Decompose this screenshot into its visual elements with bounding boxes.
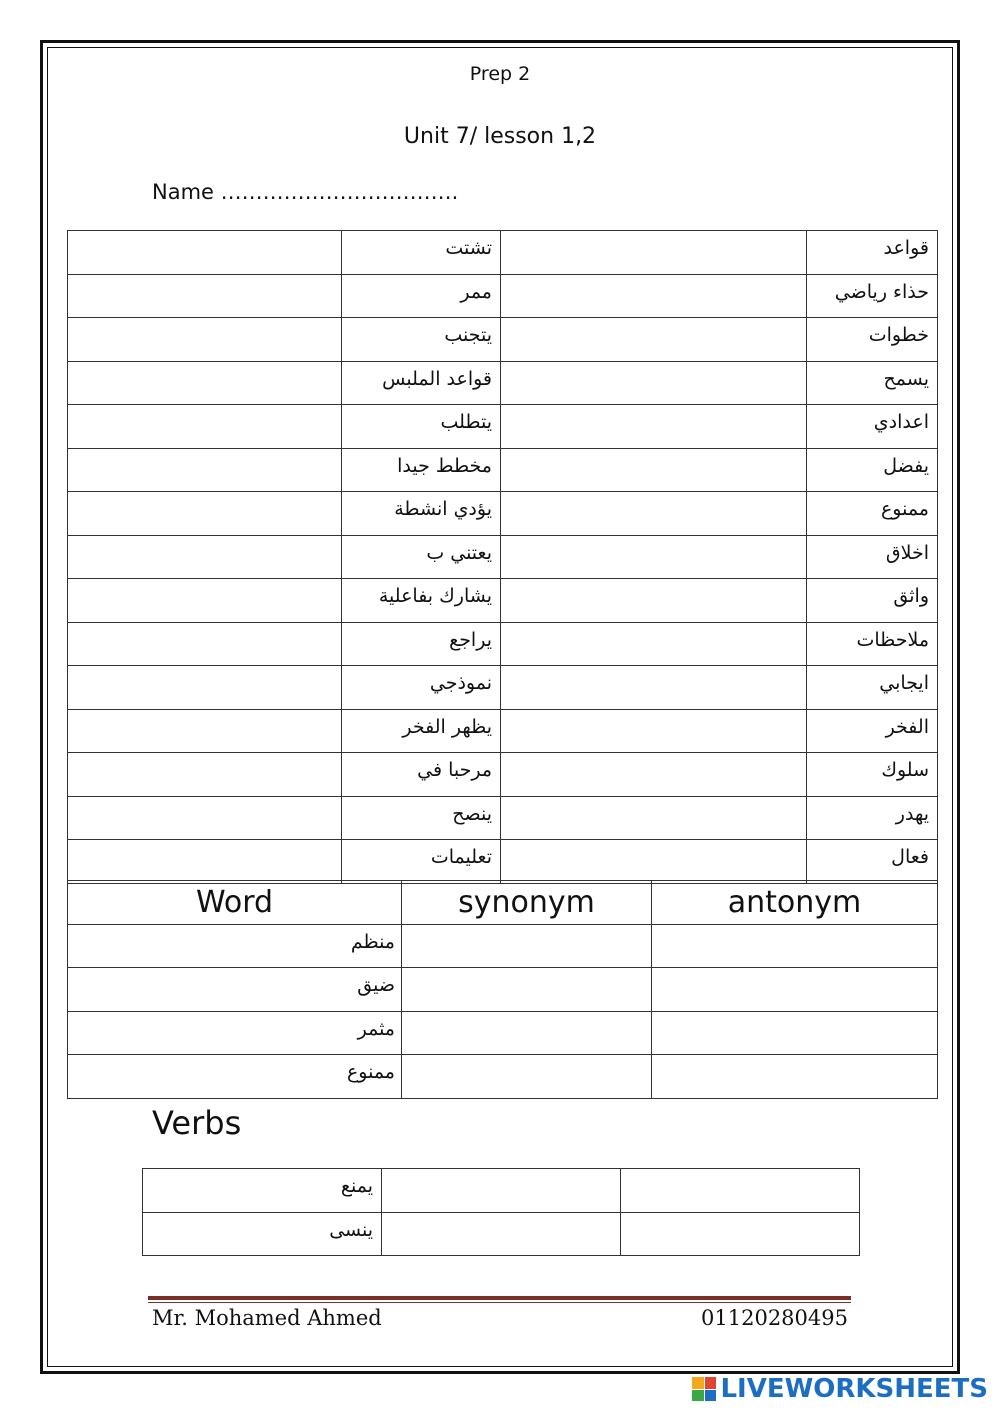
synonym-answer-cell[interactable] (402, 1055, 652, 1099)
answer-cell[interactable] (501, 579, 807, 623)
vocab-word-left: حذاء رياضي (807, 274, 938, 318)
answer-cell[interactable] (501, 231, 807, 275)
vocab-word-left: واثق (807, 579, 938, 623)
answer-cell[interactable] (501, 840, 807, 884)
vocab-word-left: يسمح (807, 361, 938, 405)
teacher-phone: 01120280495 (701, 1306, 848, 1330)
table-row (143, 1212, 860, 1256)
verb-cell: يمنع (143, 1169, 382, 1213)
table-row (68, 622, 938, 666)
table-row (68, 753, 938, 797)
vocab-word-left: الفخر (807, 709, 938, 753)
verb-answer-cell[interactable] (382, 1212, 621, 1256)
table-row (68, 1011, 938, 1055)
answer-cell[interactable] (501, 709, 807, 753)
word-cell: ضيق (68, 968, 402, 1012)
antonym-answer-cell[interactable] (652, 1055, 938, 1099)
answer-cell[interactable] (501, 361, 807, 405)
vocab-word-right: قواعد الملبس (342, 361, 501, 405)
footer-rule (148, 1296, 851, 1300)
answer-cell[interactable] (68, 231, 342, 275)
vocab-word-right: مرحبا في (342, 753, 501, 797)
vocab-word-left: خطوات (807, 318, 938, 362)
liveworksheets-icon (692, 1377, 716, 1401)
answer-cell[interactable] (68, 405, 342, 449)
liveworksheets-text: LIVEWORKSHEETS (720, 1374, 988, 1404)
antonym-answer-cell[interactable] (652, 968, 938, 1012)
vocab-word-left: اخلاق (807, 535, 938, 579)
answer-cell[interactable] (501, 318, 807, 362)
answer-cell[interactable] (68, 448, 342, 492)
word-cell: مثمر (68, 1011, 402, 1055)
answer-cell[interactable] (501, 535, 807, 579)
table-row (68, 666, 938, 710)
vocab-word-right: يعتني ب (342, 535, 501, 579)
table-row (68, 492, 938, 536)
vocab-word-right: تعليمات (342, 840, 501, 884)
table-header-row (68, 881, 938, 925)
teacher-name: Mr. Mohamed Ahmed (152, 1306, 382, 1330)
unit-title: Unit 7/ lesson 1,2 (403, 124, 597, 149)
vocab-word-left: سلوك (807, 753, 938, 797)
table-row (68, 709, 938, 753)
vocab-word-left: يهدر (807, 796, 938, 840)
synonym-answer-cell[interactable] (402, 968, 652, 1012)
table-row (68, 796, 938, 840)
table-row (68, 1055, 938, 1099)
vocab-word-right: يتطلب (342, 405, 501, 449)
vocab-word-right: ينصح (342, 796, 501, 840)
vocab-word-right: ممر (342, 274, 501, 318)
vocab-word-right: نموذجي (342, 666, 501, 710)
answer-cell[interactable] (68, 666, 342, 710)
answer-cell[interactable] (501, 492, 807, 536)
vocab-word-right: يؤدي انشطة (342, 492, 501, 536)
vocab-word-left: فعال (807, 840, 938, 884)
answer-cell[interactable] (68, 274, 342, 318)
word-cell: ممنوع (68, 1055, 402, 1099)
answer-cell[interactable] (68, 622, 342, 666)
word-cell: منظم (68, 924, 402, 968)
vocab-word-right: يشارك بفاعلية (342, 579, 501, 623)
vocab-word-right: تشتت (342, 231, 501, 275)
vocab-word-right: يتجنب (342, 318, 501, 362)
answer-cell[interactable] (68, 796, 342, 840)
footer-rule-thin (148, 1302, 851, 1303)
table-row (68, 448, 938, 492)
verb-answer-cell[interactable] (382, 1169, 621, 1213)
table-row (68, 361, 938, 405)
table-row (68, 405, 938, 449)
antonym-answer-cell[interactable] (652, 1011, 938, 1055)
verb-answer-cell[interactable] (621, 1169, 860, 1213)
liveworksheets-logo[interactable] (692, 1374, 988, 1404)
answer-cell[interactable] (501, 405, 807, 449)
vocab-word-right: يظهر الفخر (342, 709, 501, 753)
table-row (68, 579, 938, 623)
verb-answer-cell[interactable] (621, 1212, 860, 1256)
verb-cell: ينسى (143, 1212, 382, 1256)
answer-cell[interactable] (68, 709, 342, 753)
verbs-table (142, 1168, 860, 1256)
synonym-answer-cell[interactable] (402, 924, 652, 968)
answer-cell[interactable] (501, 666, 807, 710)
antonym-answer-cell[interactable] (652, 924, 938, 968)
vocab-word-left: اعدادي (807, 405, 938, 449)
vocab-word-right: يراجع (342, 622, 501, 666)
answer-cell[interactable] (501, 448, 807, 492)
answer-cell[interactable] (68, 361, 342, 405)
answer-cell[interactable] (501, 274, 807, 318)
name-line: Name ……………………………. (152, 180, 459, 204)
table-row (68, 231, 938, 275)
synonym-antonym-table (67, 880, 938, 1099)
vocabulary-table (67, 230, 938, 884)
answer-cell[interactable] (68, 535, 342, 579)
answer-cell[interactable] (68, 579, 342, 623)
vocab-word-left: قواعد (807, 231, 938, 275)
header-synonym: synonym (402, 881, 652, 925)
table-row (143, 1169, 860, 1213)
grade-label: Prep 2 (469, 63, 531, 85)
table-row (68, 535, 938, 579)
vocab-word-left: ملاحظات (807, 622, 938, 666)
header-word: Word (68, 881, 402, 925)
verbs-title: Verbs (152, 1104, 242, 1142)
table-row (68, 924, 938, 968)
table-row (68, 318, 938, 362)
vocab-word-left: ايجابي (807, 666, 938, 710)
answer-cell[interactable] (68, 492, 342, 536)
vocab-word-left: يفضل (807, 448, 938, 492)
vocab-word-right: مخطط جيدا (342, 448, 501, 492)
vocab-word-left: ممنوع (807, 492, 938, 536)
table-row (68, 840, 938, 884)
table-row (68, 274, 938, 318)
synonym-answer-cell[interactable] (402, 1011, 652, 1055)
answer-cell[interactable] (501, 753, 807, 797)
answer-cell[interactable] (68, 753, 342, 797)
table-row (68, 968, 938, 1012)
answer-cell[interactable] (68, 318, 342, 362)
answer-cell[interactable] (68, 840, 342, 884)
answer-cell[interactable] (501, 622, 807, 666)
answer-cell[interactable] (501, 796, 807, 840)
header-antonym: antonym (652, 881, 938, 925)
